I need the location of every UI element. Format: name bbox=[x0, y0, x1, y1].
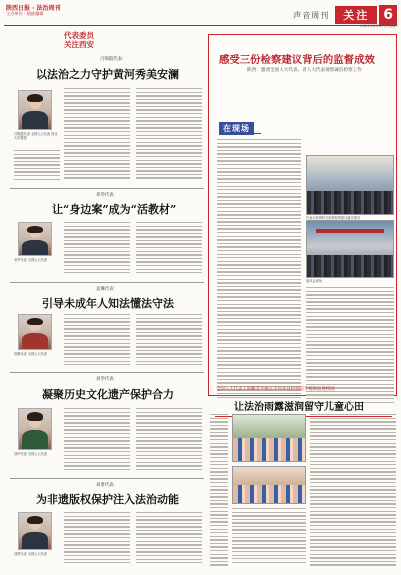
section-divider bbox=[10, 188, 204, 189]
article-body bbox=[64, 88, 130, 184]
feature-title: 感受三份检察建议背后的监督成效 bbox=[219, 54, 375, 66]
section-name: 声音周刊 bbox=[293, 10, 330, 20]
article-body bbox=[64, 314, 130, 368]
children-photo bbox=[232, 466, 306, 504]
article-headline: 以法治之力守护黄河秀美安澜 bbox=[36, 68, 179, 81]
photo-caption: 吕锦霞代表 全国人大代表 西北大学教授 bbox=[14, 132, 58, 140]
article-body bbox=[136, 512, 202, 568]
article-body bbox=[232, 508, 306, 568]
article-kicker: 吕锦霞代表： bbox=[100, 57, 127, 62]
photo-caption: 袁琳代表 全国人大代表 bbox=[14, 352, 47, 356]
feature-box bbox=[208, 34, 397, 396]
delegate-photo bbox=[18, 90, 52, 130]
on-site-underline bbox=[219, 133, 261, 134]
section-divider bbox=[10, 372, 204, 373]
on-site-label: 在现场 bbox=[219, 122, 254, 135]
feature-subtitle: 陕西：邀请全国人大代表、省人大代表视察诚信检察工作 bbox=[247, 68, 362, 73]
article-kicker: 刘华代表： bbox=[96, 377, 118, 382]
column-heading bbox=[64, 32, 94, 49]
feature-body bbox=[217, 139, 301, 409]
photo-caption: 刘华代表 全国人大代表 bbox=[14, 452, 47, 456]
article-body bbox=[14, 150, 60, 184]
article-headline: 让“身边案”成为“活教材” bbox=[52, 203, 177, 216]
article-headline: 让法治雨露滋润留守儿童心田 bbox=[234, 402, 364, 413]
delegate-photo bbox=[18, 408, 52, 450]
article-body bbox=[136, 88, 202, 184]
article-headline: 引导未成年人知法懂法守法 bbox=[42, 297, 174, 310]
section-divider bbox=[10, 282, 204, 283]
article-body bbox=[136, 314, 202, 368]
article-headline: 凝聚历史文化遗产保护合力 bbox=[42, 388, 174, 401]
masthead bbox=[4, 4, 397, 26]
article-body bbox=[64, 408, 130, 474]
column-heading-line1: 代表委员 bbox=[64, 31, 94, 40]
column-heading-line2: 关注西安 bbox=[64, 39, 94, 49]
article-body bbox=[136, 408, 202, 474]
article-body bbox=[310, 414, 396, 568]
page-number: 6 bbox=[379, 5, 397, 25]
paper-sub: 主办单位 · 值班编辑 bbox=[6, 11, 44, 16]
feature-photo-caption: 座谈会现场 bbox=[306, 279, 322, 283]
feature-photo-visit bbox=[306, 155, 394, 215]
delegate-photo bbox=[18, 222, 52, 256]
section-banner bbox=[293, 5, 397, 25]
feature-bottom-caption: 全国人大代表王海鹏等手握庆市到本县检察院手塞诉讼进校园 bbox=[216, 387, 335, 392]
paper-masthead-left bbox=[6, 6, 86, 16]
photo-caption: 邓华代表 全国人大代表 bbox=[14, 258, 47, 262]
feature-photo-meeting bbox=[306, 220, 394, 278]
section-divider bbox=[10, 478, 204, 479]
article-body bbox=[210, 414, 228, 568]
article-kicker: 邓华代表： bbox=[96, 193, 118, 198]
article-body bbox=[64, 512, 130, 568]
feature-photo-caption: 代表在检察机关视察检察建议落实情况 bbox=[306, 216, 361, 220]
section-tag: 关注 bbox=[335, 6, 377, 24]
article-body bbox=[64, 222, 130, 278]
article-kicker: 刘勇代表： bbox=[96, 483, 118, 488]
article-headline: 为非遗版权保护注入法治动能 bbox=[36, 493, 179, 506]
article-kicker: 袁琳代表： bbox=[96, 287, 118, 292]
article-body bbox=[136, 222, 202, 278]
children-photo bbox=[232, 414, 306, 462]
delegate-photo bbox=[18, 314, 52, 350]
issue-date: 2024年8月20日 星期二 bbox=[360, 24, 399, 28]
photo-caption: 刘勇代表 全国人大代表 bbox=[14, 552, 47, 556]
delegate-photo bbox=[18, 512, 52, 550]
paper-name: 陕西日报 · 法治周刊 bbox=[6, 5, 61, 12]
